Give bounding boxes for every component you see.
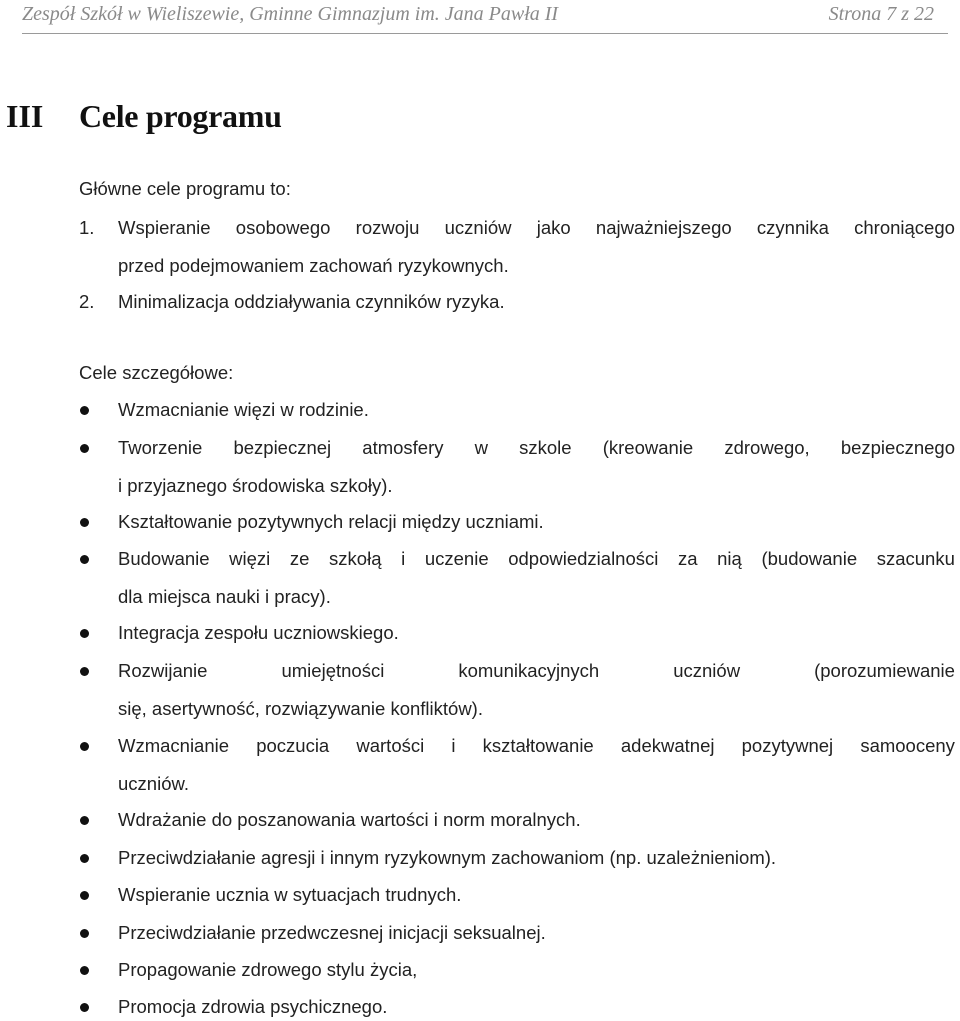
word: szkole <box>519 437 572 458</box>
main-goal-line <box>118 217 955 239</box>
word: Wspieranie <box>118 217 211 238</box>
word: odpowiedzialności <box>508 548 659 569</box>
specific-goal-line: Wspieranie ucznia w sytuacjach trudnych. <box>118 884 462 905</box>
main-goal-line: Minimalizacja oddziaływania czynników ryzyka. <box>118 291 505 312</box>
header-page-number: Strona 7 z 22 <box>828 3 934 25</box>
page-header <box>0 0 960 36</box>
word: umiejętności <box>281 660 385 681</box>
section-number: III <box>6 98 44 134</box>
word: w <box>474 437 488 458</box>
bullet-icon <box>80 444 89 453</box>
word: bezpiecznego <box>840 437 955 458</box>
word: zdrowego, <box>724 437 810 458</box>
word: kształtowanie <box>482 735 594 756</box>
word: poczucia <box>256 735 330 756</box>
specific-goals-heading: Cele szczegółowe: <box>79 362 234 383</box>
word: osobowego <box>235 217 331 238</box>
specific-goal-line: Przeciwdziałanie przedwczesnej inicjacji seksualnej. <box>118 922 546 943</box>
main-goal-number: 1. <box>79 217 95 238</box>
specific-goal-line: Integracja zespołu uczniowskiego. <box>118 622 399 643</box>
bullet-icon <box>80 518 89 527</box>
word: (kreowanie <box>602 437 694 458</box>
bullet-icon <box>80 555 89 564</box>
bullet-icon <box>80 891 89 900</box>
word: wartości <box>356 735 425 756</box>
word: uczenie <box>424 548 489 569</box>
word: Tworzenie <box>118 437 203 458</box>
word: ze <box>289 548 310 569</box>
specific-goal-line: uczniów. <box>118 773 189 794</box>
word: i <box>451 735 456 756</box>
specific-goal-line: dla miejsca nauki i pracy). <box>118 586 331 607</box>
word: adekwatnej <box>620 735 715 756</box>
word: atmosfery <box>362 437 444 458</box>
specific-goal-line: Propagowanie zdrowego stylu życia, <box>118 959 418 980</box>
word: uczniów <box>444 217 512 238</box>
bullet-icon <box>80 629 89 638</box>
word: czynnika <box>756 217 829 238</box>
word: Budowanie <box>118 548 210 569</box>
header-rule <box>22 33 948 34</box>
word: rozwoju <box>355 217 420 238</box>
word: samooceny <box>860 735 955 756</box>
bullet-icon <box>80 742 89 751</box>
specific-goal-line <box>118 437 955 459</box>
word: komunikacyjnych <box>458 660 600 681</box>
word: za <box>677 548 698 569</box>
specific-goal-line: Przeciwdziałanie agresji i innym ryzykownym zachowaniom (np. uzależnieniom). <box>118 847 777 868</box>
justified-words <box>118 217 955 239</box>
section-title: Cele programu <box>79 98 282 134</box>
justified-words <box>118 660 955 682</box>
justified-words <box>118 548 955 570</box>
word: najważniejszego <box>595 217 732 238</box>
specific-goal-line <box>118 660 955 682</box>
specific-goal-line: Wzmacnianie więzi w rodzinie. <box>118 399 369 420</box>
word: jako <box>536 217 571 238</box>
main-goal-line: przed podejmowaniem zachowań ryzykownych. <box>118 255 509 276</box>
word: chroniącego <box>854 217 955 238</box>
specific-goal-line: Wdrażanie do poszanowania wartości i norm moralnych. <box>118 809 581 830</box>
specific-goal-line <box>118 548 955 570</box>
bullet-icon <box>80 854 89 863</box>
main-goal-number: 2. <box>79 291 95 312</box>
specific-goal-line: się, asertywność, rozwiązywanie konfliktów). <box>118 698 483 719</box>
word: (porozumiewanie <box>814 660 955 681</box>
justified-words <box>118 735 955 757</box>
word: i <box>401 548 406 569</box>
specific-goal-line <box>118 735 955 757</box>
bullet-icon <box>80 929 89 938</box>
bullet-icon <box>80 406 89 415</box>
specific-goal-line: i przyjaznego środowiska szkoły). <box>118 475 393 496</box>
bullet-icon <box>80 816 89 825</box>
bullet-icon <box>80 966 89 975</box>
word: szacunku <box>876 548 955 569</box>
word: (budowanie <box>761 548 858 569</box>
bullet-icon <box>80 1003 89 1012</box>
bullet-icon <box>80 667 89 676</box>
word: szkołą <box>329 548 382 569</box>
word: więzi <box>229 548 271 569</box>
word: nią <box>717 548 742 569</box>
main-goals-heading: Główne cele programu to: <box>79 178 291 199</box>
word: uczniów <box>673 660 741 681</box>
word: Wzmacnianie <box>118 735 230 756</box>
word: bezpiecznej <box>233 437 332 458</box>
justified-words <box>118 437 955 459</box>
word: Rozwijanie <box>118 660 208 681</box>
specific-goal-line: Kształtowanie pozytywnych relacji między uczniami. <box>118 511 544 532</box>
specific-goal-line: Promocja zdrowia psychicznego. <box>118 996 388 1017</box>
word: pozytywnej <box>741 735 834 756</box>
header-school-name: Zespół Szkół w Wieliszewie, Gminne Gimnazjum im. Jana Pawła II <box>22 3 559 25</box>
